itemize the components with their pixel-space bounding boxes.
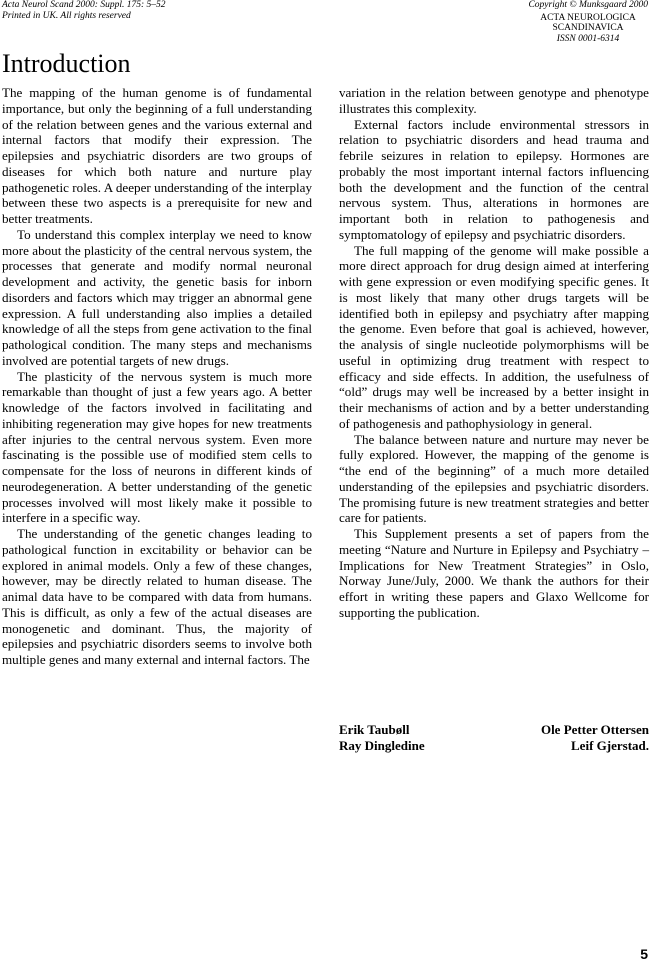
journal-block — [528, 13, 648, 45]
journal-name-line-2: SCANDINAVICA — [552, 23, 624, 33]
printed-line: Printed in UK. All rights reserved — [2, 10, 131, 21]
left-column — [2, 85, 312, 668]
article-title: Introduction — [2, 49, 131, 78]
issn: ISSN 0001-6314 — [556, 33, 620, 44]
paragraph: variation in the relation between genotype and phenotype illustrates this complexity. — [339, 85, 649, 116]
signature-row — [339, 722, 649, 738]
signature-row — [339, 738, 649, 754]
journal-name-line-1: ACTA NEUROLOGICA — [540, 12, 636, 23]
paragraph: This Supplement presents a set of papers from the meeting “Nature and Nurture in Epilepsy and Psychiatry – Implications for New Treatment Strategies” in Oslo, Norway June/July, 2000. We thank the authors for their effort in writing these papers and Glaxo Wellcome for supporting the publication. — [339, 526, 649, 620]
paragraph: The understanding of the genetic changes leading to pathological function in excitability or behavior can be explored in animal models. Only a few of these changes, however, may be directly related to human disease. The animal data have to be compared with data from humans. This is difficult, as only a few of the actual diseases are monogenetic and dominant. Thus, the majority of epilepsies and psychiatric disorders seems to involve both multiple genes and many external and internal factors. The — [2, 526, 312, 667]
author-signature: Ray Dingledine — [339, 738, 425, 753]
page-number: 5 — [640, 946, 648, 962]
paragraph: To understand this complex interplay we need to know more about the plasticity of the central nervous system, the processes that generate and modify normal neuronal development and activity, the genetic basis for inborn disorders and factors which may trigger an abnormal gene expression. A full understanding also implies a detailed knowledge of all the steps from gene activation to the final pathological condition. The many steps and mechanisms involved are potential targets of new drugs. — [2, 226, 312, 368]
author-signature: Leif Gjerstad. — [571, 738, 649, 753]
paragraph: The full mapping of the genome will make possible a more direct approach for drug design aimed at interfering with gene expression or even modifying specific genes. It is most likely that many other drugs targets will be identified both in epilepsy and psychiatry after mapping the genome. Even before that goal is achieved, however, the analysis of single nucleotide polymorphisms will be useful in optimizing drug treatment with respect to efficacy and side effects. In addition, the usefulness of “old” drugs may well be increased by a better insight in their mechanisms of action and by a better understanding of pathogenesis and pathophysiology in general. — [339, 242, 649, 431]
citation-header — [2, 0, 166, 21]
author-signature: Erik Taubøll — [339, 722, 410, 737]
paragraph: The plasticity of the nervous system is much more remarkable than thought of just a few years ago. A better knowledge of the factors involved in facilitating and inhibiting regeneration may give hopes for new treatments after injuries to the central nervous system. Even more fascinating is the possible use of modified stem cells to compensate for the loss of neurons in different kinds of neurodegeneration. A better understanding of the genetic processes involved will most likely make it possible to interfere in a specific way. — [2, 368, 312, 526]
copyright-notice: Copyright © Munksgaard 2000 — [528, 0, 648, 10]
citation-line: Acta Neurol Scand 2000: Suppl. 175: 5–52 — [2, 0, 166, 10]
right-column — [339, 85, 649, 621]
signatures — [339, 722, 649, 754]
journal-header — [528, 0, 648, 44]
author-signature: Ole Petter Ottersen — [540, 722, 649, 737]
paragraph: The balance between nature and nurture may never be fully explored. However, the mapping of the genome is “the end of the beginning” of a much more detailed understanding of the epilepsies and psychiatric disorders. The promising future is new treatment strategies and better care for patients. — [339, 431, 649, 526]
paragraph: The mapping of the human genome is of fundamental importance, but only the beginning of a full understanding of the relation between genes and the various external and internal factors that modify their expression. The epilepsies and psychiatric disorders are two groups of diseases for which both nature and nurture play pathogenetic roles. A deeper understanding of the interplay between these two aspects is a prerequisite for new and better treatments. — [2, 85, 312, 226]
paragraph: External factors include environmental stressors in relation to psychiatric disorders and head trauma and febrile seizures in relation to epilepsy. Hormones are probably the most important internal factors influencing both the development and the function of the central nervous system. Thus, alterations in hormones are important both in relation to pathogenesis and symptomatology of epilepsy and psychiatric disorders. — [339, 116, 649, 242]
